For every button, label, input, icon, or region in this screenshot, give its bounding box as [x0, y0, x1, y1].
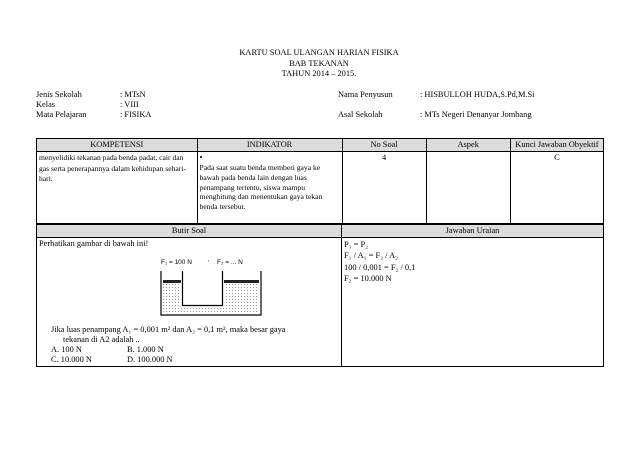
aspek-cell: [426, 152, 510, 224]
header-no-soal: No Soal: [342, 139, 426, 152]
inner-tube-wall: [183, 271, 223, 306]
nama-penyusun-label: Nama Penyusun: [338, 90, 393, 99]
kunci-cell: C: [510, 152, 603, 224]
answer-line-4: F₂ = 10.000 N: [344, 274, 392, 284]
header-indikator: INDIKATOR: [197, 139, 342, 152]
header-jawaban-uraian: Jawaban Uraian: [342, 225, 604, 238]
jenis-sekolah-label: Jenis Sekolah: [36, 90, 82, 99]
option-a: A. 100 N: [51, 345, 82, 355]
right-piston: [224, 280, 259, 283]
answer-line-1: P₁ = P₂: [344, 240, 369, 250]
asal-sekolah-value: : MTs Negeri Denanyar Jombang: [420, 110, 532, 119]
title-line-2: BAB TEKANAN: [289, 58, 349, 68]
mata-pelajaran-label: Mata Pelajaran: [36, 110, 87, 119]
kompetensi-cell: menyelidiki tekanan pada benda padat, cair dan gas serta penerapannya dalam kehidupan sehari-hari.: [37, 152, 198, 224]
separator-mark: ': [208, 259, 210, 267]
option-d: D. 100.000 N: [127, 355, 173, 365]
liquid-fill: [163, 283, 259, 313]
mata-pelajaran-value: : FISIKA: [120, 110, 152, 119]
header-butir-soal: Butir Soal: [37, 225, 342, 238]
butir-soal-table: [36, 224, 604, 367]
jenis-sekolah-value: : MTsN: [120, 90, 146, 99]
header-kompetensi: KOMPETENSI: [37, 139, 198, 152]
header-aspek: Aspek: [426, 139, 510, 152]
card-title: [0, 48, 638, 80]
asal-sekolah-label: Asal Sekolah: [338, 110, 383, 119]
option-c: C. 10.000 N: [51, 355, 92, 365]
title-line-3: TAHUN 2014 – 2015.: [281, 69, 357, 78]
question-text-line-1: Jika luas penampang A₁ = 0,001 m² dan A₂ = 0,1 m², maka besar gaya: [51, 325, 286, 335]
question-text-line-2: tekanan di A2 adalah ..: [63, 335, 140, 345]
u-tube-diagram: [39, 253, 339, 321]
options-row-2: [39, 355, 339, 365]
indikator-text: Pada saat suatu benda memberi gaya ke bawah pada benda lain dengan luas penampang tertentu, siswa mampu menghitung dan menentukan gaya tekan benda tersebut.: [199, 163, 323, 212]
answer-line-2: F₁ / A₁ = F₂ / A₂: [344, 251, 399, 261]
left-piston: [163, 280, 181, 283]
butir-soal-cell: [37, 238, 342, 367]
jawaban-uraian-cell: [342, 238, 604, 367]
f1-label: F₁ = 100 N: [161, 259, 192, 267]
question-intro: Perhatikan gambar di bawah ini!: [39, 239, 149, 249]
options-row-1: [39, 345, 339, 355]
answer-line-3: 100 / 0,001 = F₂ / 0,1: [344, 262, 416, 272]
option-b: B. 1.000 N: [127, 345, 164, 355]
nama-penyusun-value: : HISBULLOH HUDA,S.Pd,M.Si: [420, 90, 535, 99]
hydraulic-press-figure: [39, 253, 339, 321]
bullet-icon: •: [199, 153, 203, 163]
header-kunci-jawaban: Kunci Jawaban Obyektif: [510, 139, 603, 152]
title-line-1: KARTU SOAL ULANGAN HARIAN FISIKA: [239, 48, 399, 57]
f2-label: F₂ = ... N: [217, 259, 243, 267]
kompetensi-table: [36, 138, 604, 224]
kelas-label: Kelas: [36, 100, 56, 109]
kelas-value: : VIII: [120, 100, 139, 109]
indikator-cell: [197, 152, 342, 224]
no-soal-cell: 4: [342, 152, 426, 224]
